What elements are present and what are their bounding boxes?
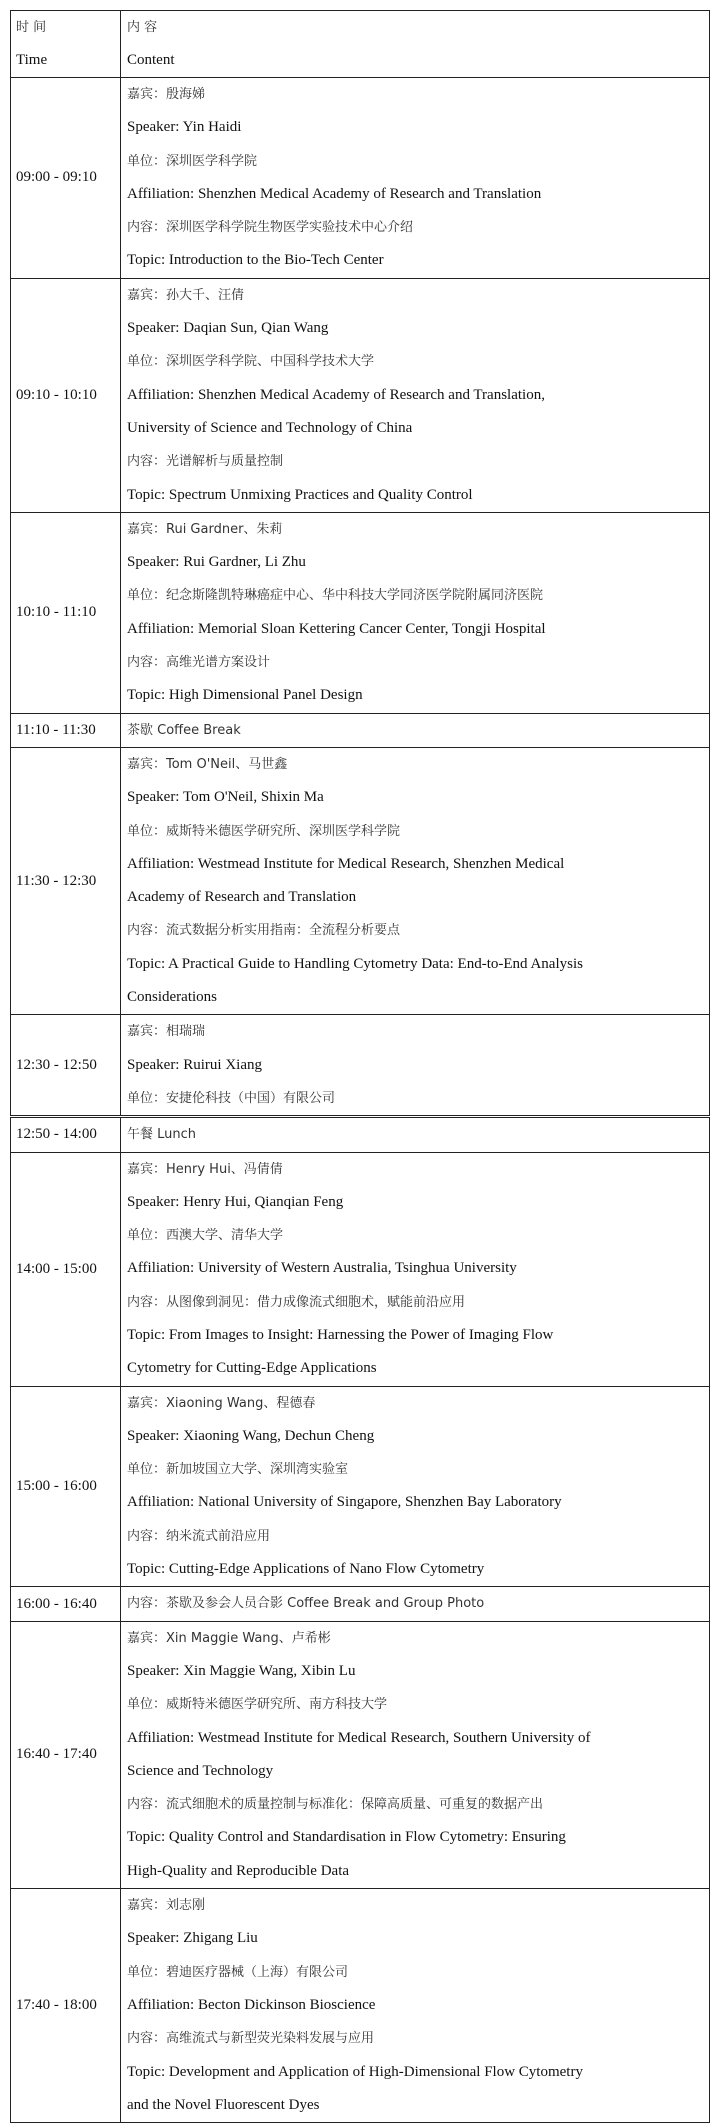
session-time: 15:00 - 16:00 xyxy=(11,1386,121,1587)
session-time: 09:10 - 10:10 xyxy=(11,278,121,512)
content-line: 嘉宾：刘志刚 xyxy=(127,1898,206,1914)
agenda-row xyxy=(11,78,710,279)
content-line: 内容：光谱解析与质量控制 xyxy=(127,454,284,470)
content-line: Speaker: Xiaoning Wang, Dechun Cheng xyxy=(127,1427,375,1444)
session-content xyxy=(121,278,710,512)
content-line: 内容：流式细胞术的质量控制与标准化：保障高质量、可重复的数据产出 xyxy=(127,1797,544,1813)
content-line: Affiliation: Westmead Institute for Medical Research, Shenzhen Medical xyxy=(127,855,565,872)
session-content xyxy=(121,1015,710,1117)
content-line: 嘉宾：相瑞瑞 xyxy=(127,1024,206,1040)
content-line: 内容：纳米流式前沿应用 xyxy=(127,1528,271,1544)
content-line: 嘉宾：Xin Maggie Wang、卢希彬 xyxy=(127,1630,331,1646)
time-header-cell xyxy=(11,11,121,78)
session-content xyxy=(121,1889,710,2123)
content-line: Affiliation: Westmead Institute for Medical Research, Southern University of xyxy=(127,1729,591,1746)
content-line: 内容：高维流式与新型荧光染料发展与应用 xyxy=(127,2031,375,2047)
agenda-row xyxy=(11,1386,710,1587)
content-header-cell xyxy=(121,11,710,78)
agenda-row xyxy=(11,1152,710,1386)
content-line: 单位：纪念斯隆凯特琳癌症中心、华中科技大学同济医学院附属同济医院 xyxy=(127,588,544,604)
agenda-row xyxy=(11,1117,710,1152)
content-line: Affiliation: Memorial Sloan Kettering Cancer Center, Tongji Hospital xyxy=(127,620,546,637)
content-line: Speaker: Yin Haidi xyxy=(127,119,242,136)
content-line: High-Quality and Reproducible Data xyxy=(127,1862,350,1879)
content-header-zh: 内 容 xyxy=(127,20,158,35)
content-line: Cytometry for Cutting-Edge Applications xyxy=(127,1360,377,1377)
agenda-row xyxy=(11,278,710,512)
content-line: 内容：流式数据分析实用指南：全流程分析要点 xyxy=(127,923,401,939)
content-header-en: Content xyxy=(127,52,175,68)
agenda-row xyxy=(11,512,710,713)
content-line: Topic: High Dimensional Panel Design xyxy=(127,687,363,704)
session-time: 17:40 - 18:00 xyxy=(11,1889,121,2123)
content-line: 嘉宾：Tom O'Neil、马世鑫 xyxy=(127,756,288,772)
session-time: 16:00 - 16:40 xyxy=(11,1587,121,1621)
content-line: Academy of Research and Translation xyxy=(127,889,357,906)
content-line: 嘉宾：殷海娣 xyxy=(127,87,206,102)
agenda-row xyxy=(11,713,710,747)
content-line: 单位：深圳医学科学院 xyxy=(127,153,258,169)
content-line: Affiliation: Shenzhen Medical Academy of Research and Translation, xyxy=(127,386,545,403)
session-time: 16:40 - 17:40 xyxy=(11,1621,121,1888)
session-content xyxy=(121,1152,710,1386)
content-line: Speaker: Tom O'Neil, Shixin Ma xyxy=(127,789,324,806)
session-content xyxy=(121,1621,710,1888)
content-line: Topic: Spectrum Unmixing Practices and Quality Control xyxy=(127,486,473,503)
content-line: University of Science and Technology of China xyxy=(127,419,413,436)
content-line: 单位：新加坡国立大学、深圳湾实验室 xyxy=(127,1462,349,1478)
content-line: Affiliation: National University of Singapore, Shenzhen Bay Laboratory xyxy=(127,1494,562,1511)
session-content xyxy=(121,1587,710,1621)
session-content xyxy=(121,713,710,747)
content-line: 单位：深圳医学科学院、中国科学技术大学 xyxy=(127,354,375,370)
agenda-body xyxy=(11,11,710,2123)
content-line: 单位：西澳大学、清华大学 xyxy=(127,1228,284,1244)
content-line: 嘉宾：孙大千、汪倩 xyxy=(127,287,245,303)
session-time: 10:10 - 11:10 xyxy=(11,512,121,713)
content-line: Speaker: Zhigang Liu xyxy=(127,1930,258,1947)
content-line: and the Novel Fluorescent Dyes xyxy=(127,2096,320,2113)
session-content xyxy=(121,747,710,1014)
content-line: 内容：从图像到洞见：借力成像流式细胞术，赋能前沿应用 xyxy=(127,1294,466,1310)
content-line: 内容：高维光谱方案设计 xyxy=(127,655,271,671)
content-line: 嘉宾：Rui Gardner、朱莉 xyxy=(127,521,283,537)
content-line: Affiliation: Becton Dickinson Bioscience xyxy=(127,1996,376,2013)
content-line: Speaker: Ruirui Xiang xyxy=(127,1056,262,1073)
content-line: Science and Technology xyxy=(127,1762,274,1779)
session-time: 09:00 - 09:10 xyxy=(11,78,121,279)
content-line: 茶歇 Coffee Break xyxy=(127,722,241,738)
content-line: 午餐 Lunch xyxy=(127,1127,197,1143)
session-content xyxy=(121,1386,710,1587)
content-line: Topic: Quality Control and Standardisation in Flow Cytometry: Ensuring xyxy=(127,1829,566,1846)
agenda-row xyxy=(11,1889,710,2123)
content-line: 内容：茶歇及参会人员合影 Coffee Break and Group Photo xyxy=(127,1596,485,1612)
content-line: Topic: Development and Application of High-Dimensional Flow Cytometry xyxy=(127,2063,583,2080)
content-line: 嘉宾：Henry Hui、冯倩倩 xyxy=(127,1161,283,1177)
session-time: 11:30 - 12:30 xyxy=(11,747,121,1014)
session-time: 14:00 - 15:00 xyxy=(11,1152,121,1386)
content-line: 嘉宾：Xiaoning Wang、程德春 xyxy=(127,1395,316,1411)
content-line: Topic: A Practical Guide to Handling Cytometry Data: End-to-End Analysis xyxy=(127,955,583,972)
content-line: 单位：威斯特米德医学研究所、深圳医学科学院 xyxy=(127,823,401,839)
content-line: 单位：安捷伦科技（中国）有限公司 xyxy=(127,1090,336,1106)
table-header-row xyxy=(11,11,710,78)
content-line: 单位：威斯特米德医学研究所、南方科技大学 xyxy=(127,1697,388,1713)
content-line: Affiliation: University of Western Australia, Tsinghua University xyxy=(127,1260,517,1277)
agenda-table xyxy=(10,10,710,2123)
agenda-row xyxy=(11,1621,710,1888)
content-line: Topic: Cutting-Edge Applications of Nano Flow Cytometry xyxy=(127,1561,485,1578)
session-content xyxy=(121,78,710,279)
content-line: Affiliation: Shenzhen Medical Academy of Research and Translation xyxy=(127,185,542,202)
agenda-row xyxy=(11,747,710,1014)
agenda-row xyxy=(11,1587,710,1621)
content-line: Speaker: Henry Hui, Qianqian Feng xyxy=(127,1193,344,1210)
session-time: 11:10 - 11:30 xyxy=(11,713,121,747)
content-line: 单位：碧迪医疗器械（上海）有限公司 xyxy=(127,1964,349,1980)
content-line: Considerations xyxy=(127,989,217,1006)
time-header-en: Time xyxy=(16,52,48,68)
agenda-row xyxy=(11,1015,710,1117)
content-line: Topic: Introduction to the Bio-Tech Center xyxy=(127,252,384,269)
content-line: Speaker: Xin Maggie Wang, Xibin Lu xyxy=(127,1662,356,1679)
content-line: 内容：深圳医学科学院生物医学实验技术中心介绍 xyxy=(127,220,414,236)
content-line: Speaker: Rui Gardner, Li Zhu xyxy=(127,554,306,571)
session-time: 12:30 - 12:50 xyxy=(11,1015,121,1117)
content-line: Topic: From Images to Insight: Harnessing the Power of Imaging Flow xyxy=(127,1326,554,1343)
session-content xyxy=(121,1117,710,1152)
content-line: Speaker: Daqian Sun, Qian Wang xyxy=(127,320,329,337)
session-time: 12:50 - 14:00 xyxy=(11,1117,121,1152)
session-content xyxy=(121,512,710,713)
time-header-zh: 时 间 xyxy=(16,20,47,35)
